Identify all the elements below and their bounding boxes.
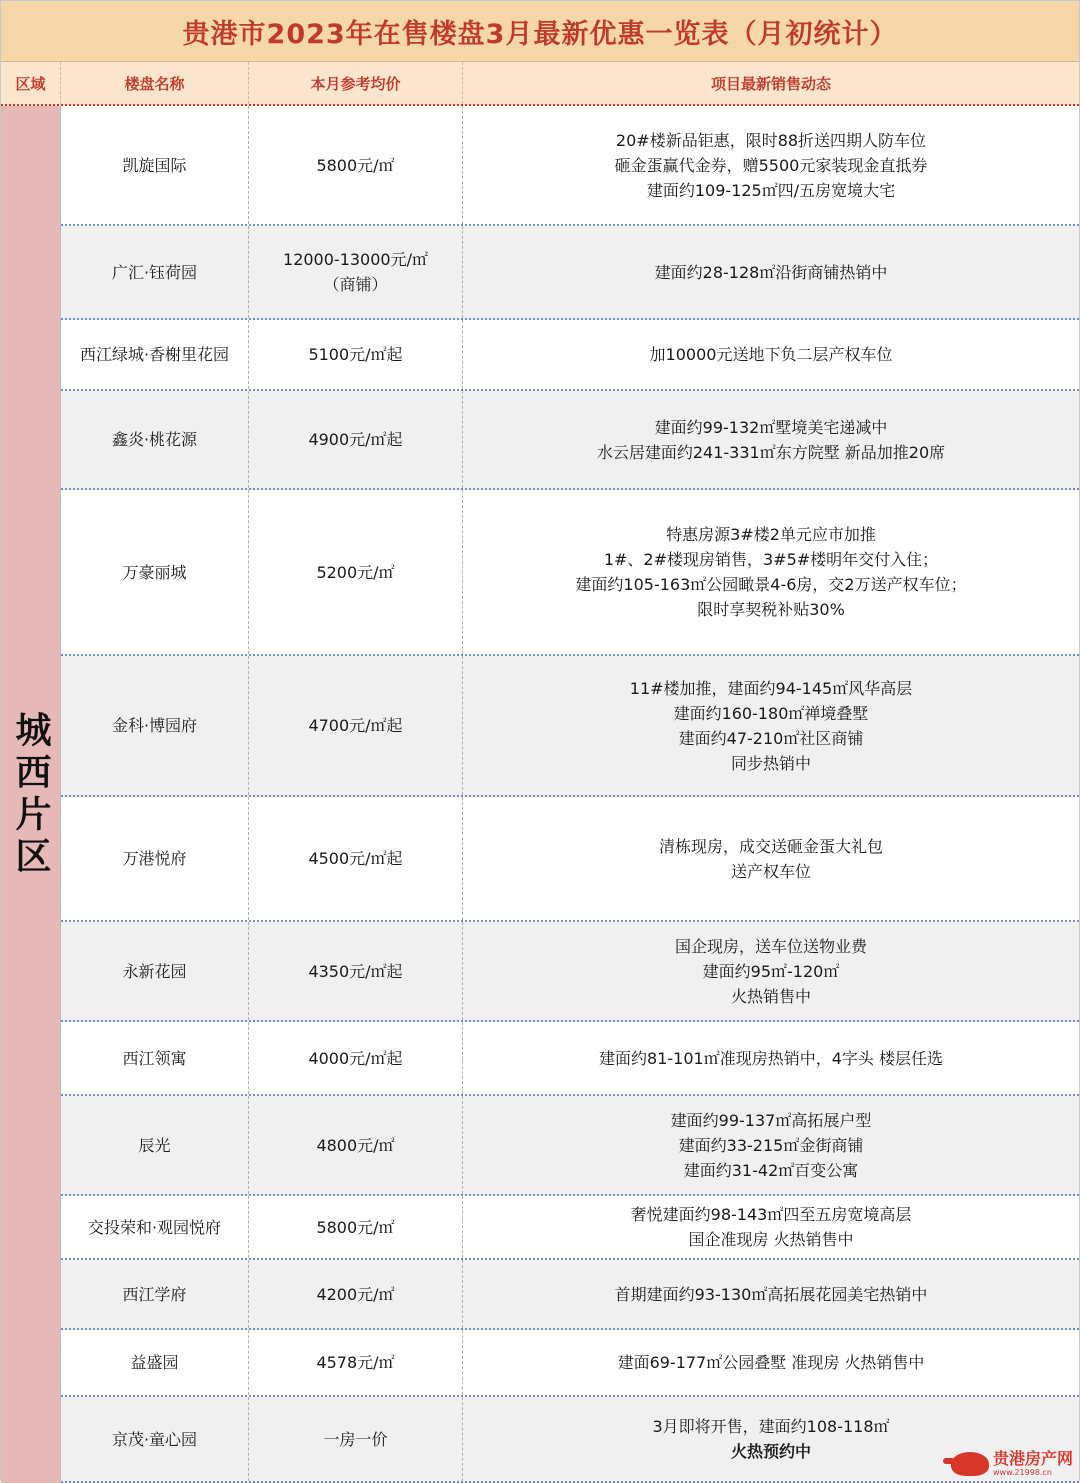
table-row	[61, 656, 1079, 797]
sales-info-line: 国企现房，送车位送物业费	[674, 936, 867, 956]
sales-info-cell	[463, 797, 1079, 920]
sales-info-cell	[463, 226, 1079, 318]
table-row	[61, 226, 1079, 320]
project-name: 万港悦府	[61, 797, 249, 920]
project-name: 益盛园	[61, 1330, 249, 1395]
table-header	[1, 62, 1079, 106]
sales-info-line: 水云居建面约241-331㎡东方院墅 新品加推20席	[596, 442, 946, 462]
price-cell	[249, 1096, 463, 1194]
elephant-icon	[951, 1452, 989, 1476]
price-line: 4900元/㎡起	[308, 430, 403, 449]
project-name: 交投荣和·观园悦府	[61, 1196, 249, 1258]
project-name: 鑫炎·桃花源	[61, 391, 249, 488]
sales-info-line: 3月即将开售，建面约108-118㎡	[652, 1417, 890, 1436]
price-cell	[249, 320, 463, 389]
sales-info-line: 建面约33-215㎡金街商铺	[678, 1135, 864, 1155]
sales-info-line: 建面69-177㎡公园叠墅 准现房 火热销售中	[617, 1353, 925, 1372]
sales-info-cell	[463, 656, 1079, 795]
table-row	[61, 1330, 1079, 1397]
sales-info-line: 特惠房源3#楼2单元应市加推	[666, 525, 876, 544]
header-info: 项目最新销售动态	[710, 74, 831, 93]
price-line: 4700元/㎡起	[308, 716, 403, 735]
sales-info-line: 同步热销中	[730, 753, 811, 773]
sales-info-line: 建面约31-42㎡百变公寓	[683, 1160, 859, 1180]
region-cell	[1, 106, 61, 1483]
price-cell	[249, 1330, 463, 1395]
sales-info-line: 建面约81-101㎡准现房热销中，4字头 楼层任选	[599, 1048, 943, 1068]
sales-info-line: 限时享契税补贴30%	[697, 600, 845, 619]
price-cell	[249, 922, 463, 1020]
sales-info-line: 砸金蛋赢代金券，赠5500元家装现金直抵券	[614, 155, 928, 175]
sales-info-line: 建面约109-125㎡四/五房宽境大宅	[646, 180, 896, 200]
price-cell	[249, 226, 463, 318]
project-name: 凯旋国际	[61, 106, 249, 224]
project-name: 金科·博园府	[61, 656, 249, 795]
price-line: 4000元/㎡起	[308, 1048, 403, 1068]
price-line: 4500元/㎡起	[308, 849, 403, 868]
sales-info-line: 建面约95㎡-120㎡	[702, 961, 840, 981]
table-row	[61, 1196, 1079, 1260]
table-row	[61, 106, 1079, 226]
header-region: 区域	[1, 62, 61, 104]
header-name: 楼盘名称	[61, 62, 249, 104]
sales-info-cell	[463, 1330, 1079, 1395]
sales-info-line: 20#楼新品钜惠，限时88折送四期人防车位	[615, 130, 927, 150]
watermark-text	[993, 1451, 1073, 1477]
sales-info-line: 加10000元送地下负二层产权车位	[649, 345, 893, 364]
sales-info-line: 建面约105-163㎡公园瞰景4-6房，交2万送产权车位；	[575, 575, 967, 594]
price-line: 5100元/㎡起	[308, 345, 403, 364]
sales-info-line: 送产权车位	[730, 861, 811, 881]
sales-info-line: 1#、2#楼现房销售，3#5#楼明年交付入住；	[603, 550, 939, 569]
price-line: 一房一价	[323, 1429, 388, 1449]
price-line: 4350元/㎡起	[308, 961, 403, 981]
price-line: 4578元/㎡	[316, 1353, 395, 1372]
sales-info-line: 奢悦建面约98-143㎡四至五房宽境高层	[630, 1205, 912, 1224]
sales-info-cell	[463, 1096, 1079, 1194]
sales-info-cell	[463, 1022, 1079, 1094]
table-row	[61, 1397, 1079, 1483]
price-line: 5800元/㎡	[316, 155, 395, 175]
price-cell	[249, 656, 463, 795]
table-row	[61, 922, 1079, 1022]
page-title: 贵港市2023年在售楼盘3月最新优惠一览表（月初统计）	[1, 1, 1079, 62]
sales-info-line: 建面约28-128㎡沿街商铺热销中	[654, 262, 888, 282]
sales-info-cell	[463, 1260, 1079, 1328]
sales-info-line: 首期建面约93-130㎡高拓展花园美宅热销中	[614, 1284, 928, 1304]
sales-info-line: 建面约99-137㎡高拓展户型	[670, 1110, 872, 1130]
project-name: 京茂·童心园	[61, 1397, 249, 1481]
sales-info-cell	[463, 391, 1079, 488]
price-line: 5200元/㎡	[316, 562, 395, 582]
sales-info-cell	[463, 320, 1079, 389]
price-line: （商铺）	[323, 275, 388, 294]
price-cell	[249, 1397, 463, 1481]
sales-info-line: 火热销售中	[730, 986, 811, 1006]
sales-info-cell	[463, 1196, 1079, 1258]
sales-info-line: 建面约160-180㎡禅境叠墅	[673, 703, 869, 723]
project-name: 辰光	[61, 1096, 249, 1194]
sales-info-line: 建面约99-132㎡墅境美宅递减中	[654, 417, 888, 437]
price-line: 5800元/㎡	[316, 1217, 395, 1237]
price-cell	[249, 1260, 463, 1328]
table-row	[61, 391, 1079, 490]
header-price: 本月参考均价	[249, 62, 463, 104]
watermark-url: www.21998.cn	[992, 1468, 1052, 1477]
table-rows	[61, 106, 1079, 1483]
sales-info-cell	[463, 922, 1079, 1020]
table-row	[61, 490, 1079, 656]
price-line: 12000-13000元/㎡	[283, 250, 428, 269]
table-row	[61, 1260, 1079, 1330]
sales-info-line: 11#楼加推，建面约94-145㎡风华高层	[629, 678, 913, 698]
project-name: 万豪丽城	[61, 490, 249, 654]
watermark-name: 贵港房产网	[992, 1449, 1073, 1468]
price-cell	[249, 797, 463, 920]
sales-info-cell	[463, 490, 1079, 654]
sales-info-line: 清栋现房，成交送砸金蛋大礼包	[658, 836, 883, 856]
table-row	[61, 1096, 1079, 1196]
project-name: 西江学府	[61, 1260, 249, 1328]
region-label: 城西片区	[10, 710, 51, 879]
sales-info-line: 国企准现房 火热销售中	[688, 1230, 854, 1249]
project-name: 西江绿城·香榭里花园	[61, 320, 249, 389]
table-row	[61, 797, 1079, 922]
table-row	[61, 1022, 1079, 1096]
price-cell	[249, 106, 463, 224]
sales-info-cell	[463, 106, 1079, 224]
project-name: 广汇·钰荷园	[61, 226, 249, 318]
watermark	[951, 1451, 1073, 1477]
table-row	[61, 320, 1079, 391]
table-body	[1, 106, 1079, 1483]
price-cell	[249, 1196, 463, 1258]
project-name: 永新花园	[61, 922, 249, 1020]
price-line: 4200元/㎡	[316, 1284, 395, 1304]
project-name: 西江领寓	[61, 1022, 249, 1094]
price-cell	[249, 1022, 463, 1094]
price-line: 4800元/㎡	[316, 1135, 395, 1155]
sales-info-line: 建面约47-210㎡社区商铺	[678, 728, 864, 748]
sales-info-line: 火热预约中	[730, 1442, 811, 1461]
price-cell	[249, 490, 463, 654]
price-cell	[249, 391, 463, 488]
